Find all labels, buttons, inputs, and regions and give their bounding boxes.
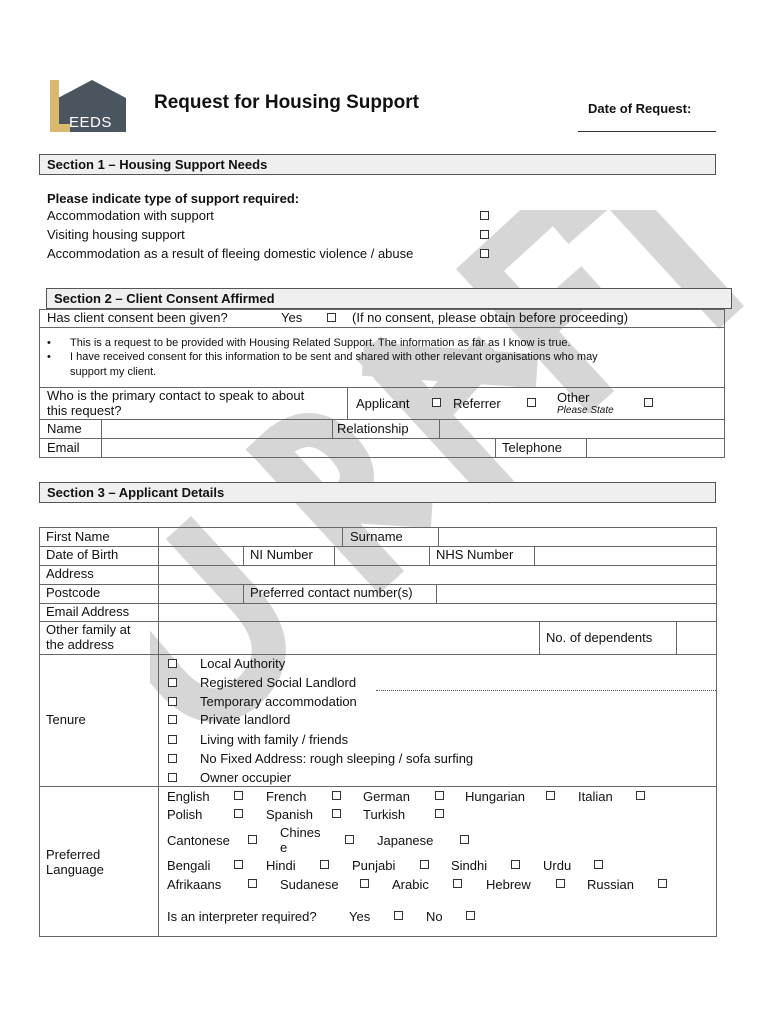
tenure-label: Tenure <box>46 712 86 727</box>
french-checkbox[interactable] <box>332 791 341 800</box>
first-name-label: First Name <box>46 529 110 544</box>
arabic-checkbox[interactable] <box>453 879 462 888</box>
nhs-number-label: NHS Number <box>436 547 514 562</box>
accommodation-with-support-checkbox[interactable] <box>480 211 489 220</box>
japanese-checkbox[interactable] <box>460 835 469 844</box>
primary-contact-question: Who is the primary contact to speak to about <box>47 388 305 403</box>
support-option-label: Accommodation as a result of fleeing domestic violence / abuse <box>47 246 414 261</box>
tenure-option: Owner occupier <box>200 770 292 785</box>
hindi-checkbox[interactable] <box>320 860 329 869</box>
afrikaans-checkbox[interactable] <box>248 879 257 888</box>
leeds-logo <box>50 80 126 132</box>
date-of-request-field[interactable] <box>578 131 716 132</box>
relationship-label: Relationship <box>337 421 409 436</box>
surname-field[interactable] <box>439 528 716 546</box>
section1-heading: Section 1 – Housing Support Needs <box>39 154 716 175</box>
tenure-option: Local Authority <box>200 656 286 671</box>
language-label: Arabic <box>392 877 429 892</box>
turkish-checkbox[interactable] <box>435 809 444 818</box>
preferred-language-label: Language <box>46 862 104 877</box>
dob-field[interactable] <box>159 547 243 565</box>
applicant-checkbox[interactable] <box>432 398 441 407</box>
language-label: Hebrew <box>486 877 531 892</box>
address-label: Address <box>46 566 94 581</box>
email-label: Email <box>47 440 80 455</box>
sindhi-checkbox[interactable] <box>511 860 520 869</box>
telephone-label: Telephone <box>502 440 562 455</box>
support-option-label: Visiting housing support <box>47 227 185 242</box>
language-label: Afrikaans <box>167 877 222 892</box>
bengali-checkbox[interactable] <box>234 860 243 869</box>
contact-email-field[interactable] <box>102 439 495 457</box>
consent-yes-label: Yes <box>281 310 303 325</box>
german-checkbox[interactable] <box>435 791 444 800</box>
postcode-field[interactable] <box>159 585 243 603</box>
cantonese-checkbox[interactable] <box>248 835 257 844</box>
consent-bullet: I have received consent for this information to be sent and shared with other relevant organisations who may <box>70 351 598 363</box>
dependents-label: No. of dependents <box>546 630 653 645</box>
address-field[interactable] <box>159 566 716 584</box>
hebrew-checkbox[interactable] <box>556 879 565 888</box>
name-label: Name <box>47 421 82 436</box>
tenure-checkbox[interactable] <box>168 735 177 744</box>
language-label: Hindi <box>266 858 296 873</box>
other-family-label: the address <box>46 637 114 652</box>
language-label: Sindhi <box>451 858 488 873</box>
ni-number-label: NI Number <box>250 547 313 562</box>
relationship-field[interactable] <box>440 420 724 438</box>
language-label: Turkish <box>363 807 406 822</box>
language-label: Bengali <box>167 858 211 873</box>
language-label: e <box>280 840 288 855</box>
email-address-field[interactable] <box>159 604 716 621</box>
language-label: Polish <box>167 807 203 822</box>
tenure-checkbox[interactable] <box>168 773 177 782</box>
tenure-option: No Fixed Address: rough sleeping / sofa surfing <box>200 751 474 766</box>
punjabi-checkbox[interactable] <box>420 860 429 869</box>
primary-contact-question: this request? <box>47 403 122 418</box>
language-label: Sudanese <box>280 877 339 892</box>
tenure-option: Temporary accommodation <box>200 694 357 709</box>
italian-checkbox[interactable] <box>636 791 645 800</box>
preferred-contact-field[interactable] <box>437 585 716 603</box>
language-label: Hungarian <box>465 789 525 804</box>
consent-note: (If no consent, please obtain before proceeding) <box>352 310 629 325</box>
dependents-field[interactable] <box>677 622 716 654</box>
bullet-dot: • <box>47 337 51 349</box>
language-label: German <box>363 789 410 804</box>
tenure-checkbox[interactable] <box>168 715 177 724</box>
interpreter-question: Is an interpreter required? <box>167 909 317 924</box>
interpreter-no-label: No <box>426 909 443 924</box>
other-checkbox[interactable] <box>644 398 653 407</box>
language-label: French <box>266 789 307 804</box>
language-label: Spanish <box>266 807 313 822</box>
russian-checkbox[interactable] <box>658 879 667 888</box>
surname-label: Surname <box>350 529 403 544</box>
tenure-option: Private landlord <box>200 712 291 727</box>
support-option-label: Accommodation with support <box>47 208 214 223</box>
bullet-dot: • <box>47 351 51 363</box>
postcode-label: Postcode <box>46 585 101 600</box>
referrer-checkbox[interactable] <box>527 398 536 407</box>
domestic-violence-checkbox[interactable] <box>480 249 489 258</box>
please-state-label: Please State <box>557 405 614 416</box>
spanish-checkbox[interactable] <box>332 809 341 818</box>
other-family-label: Other family at <box>46 622 131 637</box>
sudanese-checkbox[interactable] <box>360 879 369 888</box>
section3-heading: Section 3 – Applicant Details <box>39 482 716 503</box>
email-address-label: Email Address <box>46 604 130 619</box>
other-family-field[interactable] <box>159 622 539 654</box>
interpreter-yes-label: Yes <box>349 909 371 924</box>
section2-heading: Section 2 – Client Consent Affirmed <box>46 288 732 309</box>
language-label: Russian <box>587 877 634 892</box>
tenure-checkbox[interactable] <box>168 659 177 668</box>
language-label: Italian <box>578 789 613 804</box>
referrer-label: Referrer <box>453 396 501 411</box>
language-label: Chines <box>280 825 321 840</box>
first-name-field[interactable] <box>159 528 342 546</box>
nhs-number-field[interactable] <box>535 547 716 565</box>
tenure-option: Living with family / friends <box>200 732 349 747</box>
other-label: Other <box>557 390 590 405</box>
consent-yes-checkbox[interactable] <box>327 313 336 322</box>
contact-name-field[interactable] <box>102 420 332 438</box>
tenure-checkbox[interactable] <box>168 697 177 706</box>
visiting-support-checkbox[interactable] <box>480 230 489 239</box>
tenure-checkbox[interactable] <box>168 754 177 763</box>
language-label: English <box>167 789 210 804</box>
date-of-request-label: Date of Request: <box>588 101 692 116</box>
language-label: Punjabi <box>352 858 396 873</box>
ni-number-field[interactable] <box>335 547 429 565</box>
preferred-contact-label: Preferred contact number(s) <box>250 585 413 600</box>
english-checkbox[interactable] <box>234 791 243 800</box>
consent-bullet: support my client. <box>70 366 157 378</box>
page-title: Request for Housing Support <box>154 92 419 113</box>
chinese-checkbox[interactable] <box>345 835 354 844</box>
hungarian-checkbox[interactable] <box>546 791 555 800</box>
telephone-field[interactable] <box>587 439 724 457</box>
language-label: Urdu <box>543 858 572 873</box>
consent-bullet: This is a request to be provided with Housing Related Support. The information as far as I know is true. <box>70 337 571 349</box>
dob-label: Date of Birth <box>46 547 119 562</box>
interpreter-yes-checkbox[interactable] <box>394 911 403 920</box>
consent-question: Has client consent been given? <box>47 310 228 325</box>
support-type-prompt: Please indicate type of support required: <box>47 191 300 206</box>
language-label: Cantonese <box>167 833 230 848</box>
preferred-language-label: Preferred <box>46 847 101 862</box>
tenure-dotted-line <box>376 690 716 691</box>
tenure-option: Registered Social Landlord <box>200 675 357 690</box>
urdu-checkbox[interactable] <box>594 860 603 869</box>
polish-checkbox[interactable] <box>234 809 243 818</box>
language-label: Japanese <box>377 833 434 848</box>
interpreter-no-checkbox[interactable] <box>466 911 475 920</box>
logo-text: EEDS <box>69 114 112 131</box>
applicant-label: Applicant <box>356 396 410 411</box>
tenure-checkbox[interactable] <box>168 678 177 687</box>
